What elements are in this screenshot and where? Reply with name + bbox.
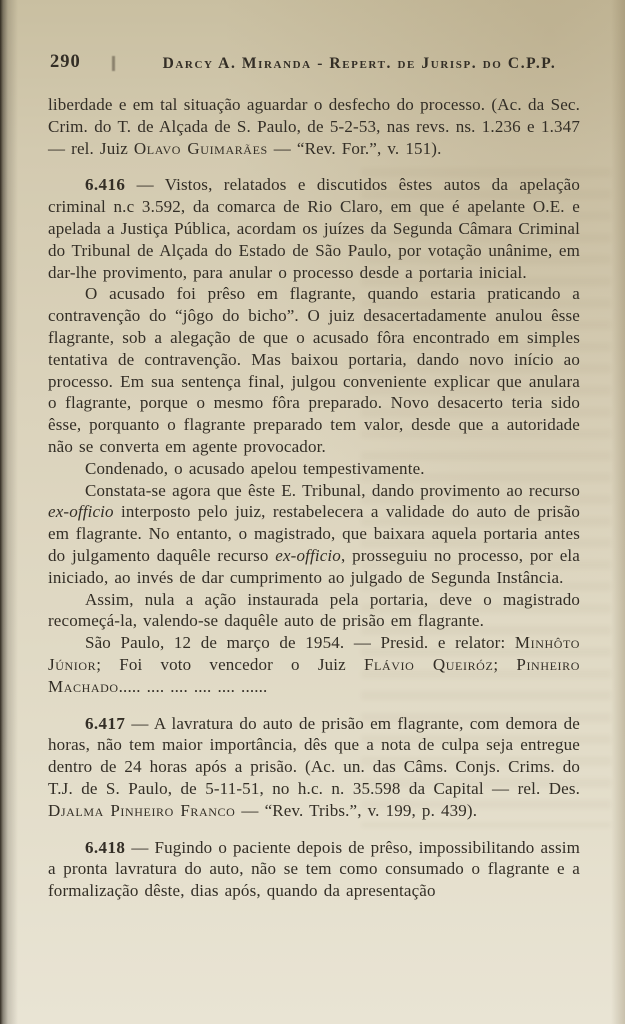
smallcaps-name: Pinheiro Machado xyxy=(48,654,580,696)
text-block xyxy=(48,94,580,902)
smallcaps-name: Djalma Pinheiro Franco xyxy=(48,800,236,820)
text-run: Condenado, o acusado apelou tempestivamente. xyxy=(85,458,425,478)
text-run: — A lavratura do auto de prisão em flagrante, com demora de horas, não tem maior importância, dês que a nota de culpa seja entregue dentro de 24 horas após a prisão. (Ac. un. das Câms. Conjs. Crims. do T.J. de S. Paulo, de 5-11-51, no h.c. n. 35.598 da Capital — rel. Des. xyxy=(48,713,580,798)
page-edge-shading xyxy=(611,0,625,1024)
text-run: ; xyxy=(493,654,517,674)
paragraph-5 xyxy=(48,480,580,589)
text-run: interposto pelo juiz, restabelecera a validade do auto de prisão em flagrante. No entanto, o magistrado, que baixara aquela portaria antes do julgamento daquêle recurso xyxy=(48,502,580,565)
smallcaps-name: Minhôto Júnior xyxy=(48,633,580,674)
paragraph-7 xyxy=(48,632,580,697)
text-run: liberdade e em tal situação aguardar o desfecho do processo. (Ac. da Sec. Crim. do T. de Alçada de S. Paulo, de 5-2-53, nas revs. ns. 1.236 e 1.347 — rel. Juiz xyxy=(48,95,580,158)
text-run: ..... .... .... .... .... ...... xyxy=(118,676,268,696)
text-run: ex-officio xyxy=(275,545,341,565)
text-run: — Vistos, relatados e discutidos êstes autos da apelação criminal n.c 3.592, da comarca de Rio Claro, em que é apelante O.E. e apelada a Justiça Pública, acordam os juízes da Segunda Câmara Criminal do Tribunal de Alçada do Estado de São Paulo, por votação unânime, em dar-lhe provimento, para anular o processo desde a portaria inicial. xyxy=(48,175,580,282)
smallcaps-name: Olavo Guimarães xyxy=(133,138,268,158)
text-run: — “Rev. For.”, v. 151). xyxy=(267,138,442,158)
paragraph-4 xyxy=(48,458,580,480)
page-gutter-shadow xyxy=(0,0,18,1024)
section-number: 6.417 xyxy=(85,713,126,733)
smallcaps-name: Flávio Queiróz xyxy=(363,654,494,674)
text-run: — Fugindo o paciente depois de prêso, impossibilitando assim a pronta lavratura do auto, não se tem como consumado o flagrante e a formalização dêste, dias após, quando da apresentação xyxy=(48,837,580,901)
text-run: ex-officio xyxy=(48,502,114,522)
paragraph-2 xyxy=(48,174,580,283)
text-run: Assim, nula a ação instaurada pela portaria, deve o magistrado recomeçá-la, valendo-se daquêle auto de prisão em flagrante. xyxy=(48,589,580,631)
paragraph-9 xyxy=(48,837,580,902)
text-run: O acusado foi prêso em flagrante, quando estaria praticando a contravenção do “jôgo do bicho”. O juiz desacertadamente anulou êsse flagrante, sob a alegação de que o acusado fôra encontrado em simples tentativa de contravenção. Mas baixou portaria, dando novo início ao processo. Em sua sentença final, julgou conveniente explicar que anulara o flagrante, porque o mesmo fôra preparado. Novo desacerto teria sido êsse, porquanto o flagrante preparado tem valor, desde que a autoridade não se converta em agente provocador. xyxy=(48,284,580,456)
text-run: ; Foi voto vencedor o Juiz xyxy=(96,654,364,674)
page-number: 290 xyxy=(50,52,81,72)
text-run: São Paulo, 12 de março de 1954. — Presid. e relator: xyxy=(85,633,515,653)
text-run: — “Rev. Tribs.”, v. 199, p. 439). xyxy=(235,800,478,820)
section-number: 6.416 xyxy=(85,175,126,195)
page-header xyxy=(48,52,581,78)
paragraph-6 xyxy=(48,589,580,633)
text-run: Constata-se agora que êste E. Tribunal, dando provimento ao recurso xyxy=(85,480,580,500)
text-run: , prosseguiu no processo, por ela iniciado, ao invés de dar cumprimento ao julgado de Segunda Instância. xyxy=(48,545,580,587)
paragraph-1 xyxy=(48,94,580,159)
section-number: 6.418 xyxy=(85,837,126,857)
ink-smudge-mark xyxy=(112,56,115,71)
running-title: Darcy A. Miranda - Repert. de Jurisp. do C.P.P. xyxy=(162,55,557,72)
paragraph-8 xyxy=(48,713,580,822)
paragraph-3 xyxy=(48,283,580,457)
